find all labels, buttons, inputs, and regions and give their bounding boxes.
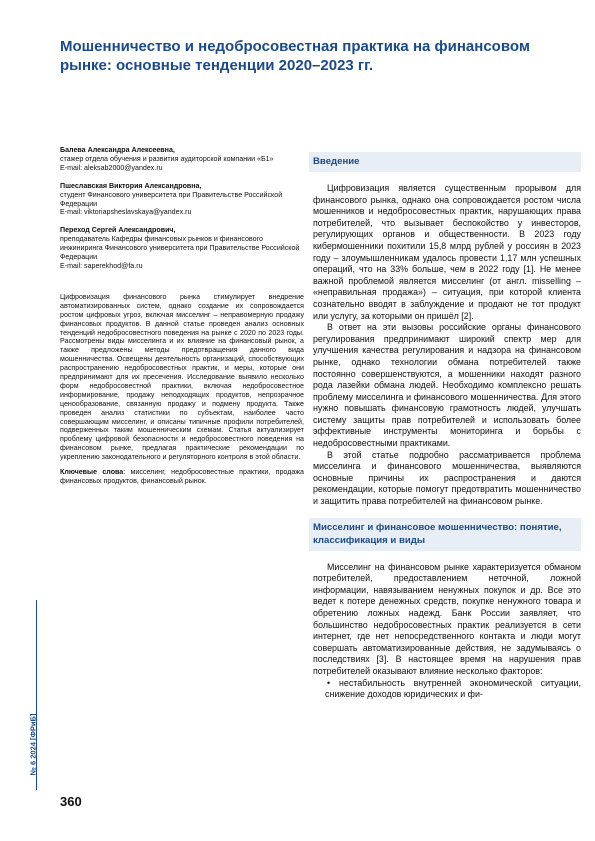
author-name: Балева Александра Алексеевна, bbox=[60, 146, 175, 154]
author-block bbox=[60, 182, 304, 218]
author-email[interactable]: E-mail: aleksab2000@yandex.ru bbox=[60, 163, 163, 172]
left-column bbox=[60, 146, 304, 486]
author-name: Пшеславская Виктория Александровна, bbox=[60, 181, 202, 190]
paragraph: Мисселинг на финансовом рынке характеризуется обманом потребителей, предоставлением неточной, ложной информации, навязыванием ненужных покупок и др. Все это ведет к потере денежных средств, покупке ненужного товара и обретению ложных надежд. Банк России заявляет, что большинство недобросовестных практик реализуется в сети интернет, где нет непосредственного контакта и люди могут совершать автоматизированные действия, не задумываясь о последствиях [3]. В настоящее время на нарушения прав потребителей оказывают влияние несколько факторов: bbox=[313, 561, 581, 676]
page-number: 360 bbox=[60, 794, 82, 809]
paragraph: Цифровизация является существенным прорывом для финансового рынка, однако она сопровождается ростом числа мошенников и недобросовестных практик, нарушающих права потребителей, что вызывает беспокойство у инвесторов, регулирующих органов и общественности. В 2023 году кибермошенники похитили 15,8 млрд рублей у россиян в 2023 году – злоумышленникам удалось провести 1,17 млн успешных операций, что на 33% больше, чем в 2022 году [1]. Не менее важной проблемой является мисселинг (от англ. misselling – «неправильная продажа») – ситуация, при которой клиента сознательно вводят в заблуждение и продают не тот продукт или услугу, за которыми он пришёл [2]. bbox=[313, 183, 581, 321]
author-name: Переход Сергей Александрович, bbox=[60, 226, 176, 235]
keywords bbox=[60, 468, 304, 486]
paragraph: В этой статье подробно рассматривается проблема мисселинга и финансового мошенничества, выявляются основные причины их распространения и даются рекомендации, которые помогут предотвратить мошенничество и защитить права потребителей на финансовом рынке. bbox=[313, 449, 581, 507]
author-email[interactable]: E-mail: saperekhod@fa.ru bbox=[60, 261, 143, 270]
author-affiliation: стажер отдела обучения и развития аудиторской компании «Б1» bbox=[60, 154, 274, 163]
section-heading-introduction: Введение bbox=[309, 152, 581, 172]
bullet-item bbox=[313, 678, 581, 701]
abstract: Цифровизация финансового рынка стимулирует внедрение автоматизированных систем, однако создание их сопровождается ростом цифровых угроз, включая мисселинг – неправомерную продажу финансовых продуктов. В данной статье проведен анализ основных тенденций недобросовестного поведения на рынке с 2020 по 2023 годы. Рассмотрены виды мисселинга и их влияние на финансовый рынок, а также предложены методы предотвращения данного вида мошенничества. Освещены деятельность организаций, способствующих распространению недобросовестных практик, и меры, которые они предпринимают для их пресечения. Исследование выявило несколько форм недобросовестной практики, включая недобросовестное информирование, продажу неподходящих продуктов, непрозрачное ценообразование, связанную продажу и подмену продукта. Также проведен анализ статистики по субъектам, наиболее часто совершающим мисселинг, и описаны типичные профили потребителей, подверженных таким мошенническим схемам. Статья актуализирует проблему цифровой безопасности и недобросовестного поведения на финансовом рынке, предлагая практические рекомендации по укреплению законодательного и регуляторного контроля в этой области. bbox=[60, 292, 304, 462]
author-affiliation: преподаватель Кафедры финансовых рынков и финансового инжиниринга Финансового университета при Правительстве Российской Федерации bbox=[60, 235, 300, 262]
bullet-icon: • bbox=[327, 677, 331, 688]
author-email[interactable]: E-mail: viktoriapsheslavskaya@yandex.ru bbox=[60, 208, 192, 217]
article-title: Мошенничество и недобросовестная практика на финансовом рынке: основные тенденции 2020–2023 гг. bbox=[60, 38, 530, 74]
section-heading-misselling: Мисселинг и финансовое мошенничество: понятие, классификация и виды bbox=[309, 518, 581, 551]
keywords-text: : мисселинг, недобросовестные практики, продажа финансовых продуктов, финансовый рынок. bbox=[60, 468, 304, 485]
paragraph: В ответ на эти вызовы российские органы финансового регулирования предпринимают широкий спектр мер для улучшения качества регулирования и надзора на финансовом рынке, однако технологии обмана потребителей также постоянно совершенствуются, а мошенники находят разного рода лазейки обмана людей. Необходимо комплексно решать проблему мисселинга и финансового мошенничества. Для этого нужно повышать финансовую грамотность людей, улучшать систему защиты прав потребителей и использовать более эффективные инструменты мониторинга и борьбы с недобросовестными практиками. bbox=[313, 322, 581, 449]
author-affiliation: студент Финансового университета при Правительстве Российской Федерации bbox=[60, 190, 283, 208]
journal-sidebar bbox=[18, 0, 50, 841]
bullet-text: нестабильность внутренней экономической ситуации, снижение доходов юридических и фи- bbox=[325, 677, 581, 700]
keywords-label: Ключевые слова bbox=[60, 468, 124, 477]
author-block bbox=[60, 146, 304, 173]
issue-label: № 6 2024 [ФРиБ] bbox=[28, 713, 38, 776]
author-block bbox=[60, 226, 304, 271]
right-column bbox=[313, 152, 581, 701]
